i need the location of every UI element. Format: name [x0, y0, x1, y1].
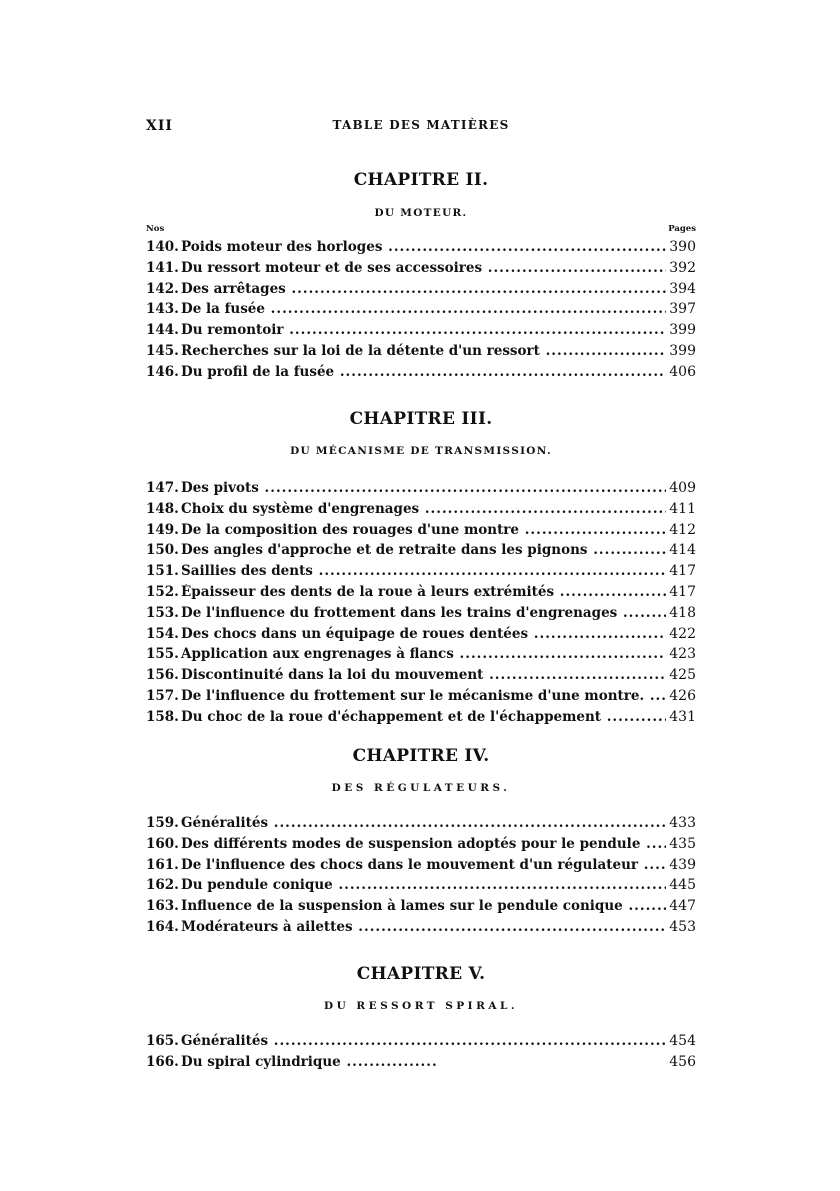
- entry-number: 163.: [146, 898, 179, 915]
- entry-number: 142.: [146, 280, 179, 297]
- entry-title: Du remontoir .....: [181, 322, 666, 338]
- toc-list: [146, 238, 696, 384]
- entry-number: 141.: [146, 259, 179, 276]
- entry-number: 147.: [146, 480, 179, 496]
- entry-page: 399: [669, 322, 696, 339]
- entry-title: Modérateurs à ailettes .....: [181, 919, 666, 935]
- entry-page: 406: [669, 363, 696, 380]
- pages-column-head: Pages: [668, 224, 696, 234]
- toc-entry: [146, 856, 696, 877]
- entry-title: Des différents modes de suspension adoptés pour le pendule .....: [181, 836, 666, 852]
- toc-entry: [146, 918, 696, 939]
- entry-title: Du choc de la roue d'échappement et de l'échappement .....: [181, 709, 666, 725]
- entry-title: Des chocs dans un équipage de roues dentées .....: [181, 626, 666, 642]
- entry-title: Épaisseur des dents de la roue à leurs extrémités .....: [181, 584, 666, 600]
- entry-title: Saillies des dents .....: [181, 563, 666, 579]
- entry-title: Du spiral cylindrique .....: [181, 1054, 436, 1070]
- entry-number: 159.: [146, 815, 179, 831]
- toc-entry: [146, 479, 696, 500]
- entry-page: 433: [669, 815, 696, 831]
- entry-page: 390: [669, 239, 696, 255]
- column-heads: [146, 224, 696, 236]
- entry-page: 439: [669, 856, 696, 873]
- toc-entry: [146, 363, 696, 384]
- entry-number: 162.: [146, 877, 179, 894]
- entry-title: De l'influence du frottement dans les trains d'engrenages .....: [181, 605, 666, 621]
- chapter-subtitle: DU MOTEUR.: [374, 207, 468, 219]
- toc-entry: [146, 1053, 696, 1074]
- chapter-subtitle: DU MÉCANISME DE TRANSMISSION.: [290, 445, 552, 457]
- entry-page: 399: [669, 342, 696, 359]
- toc-entry: [146, 500, 696, 521]
- entry-title: Influence de la suspension à lames sur le pendule conique .....: [181, 898, 666, 914]
- entry-page: 411: [669, 500, 696, 517]
- entry-title: Généralités .....: [181, 815, 666, 831]
- toc-list: [146, 1032, 696, 1074]
- entry-page: 422: [669, 625, 696, 642]
- chapter-title: CHAPITRE V.: [356, 964, 486, 984]
- toc-entry: [146, 562, 696, 583]
- entry-title: Discontinuité dans la loi du mouvement .....: [181, 667, 666, 683]
- entry-title: Généralités .....: [181, 1033, 666, 1049]
- entry-number: 150.: [146, 542, 179, 559]
- entry-page: 454: [669, 1033, 696, 1049]
- entry-page: 431: [669, 708, 696, 725]
- toc-entry: [146, 645, 696, 666]
- entry-number: 166.: [146, 1053, 179, 1070]
- entry-title: Des angles d'approche et de retraite dans les pignons .....: [181, 542, 666, 558]
- toc-entry: [146, 521, 696, 542]
- entry-page: 425: [669, 667, 696, 684]
- entry-number: 151.: [146, 563, 179, 580]
- entry-page: 447: [669, 898, 696, 915]
- entry-page: 412: [669, 521, 696, 538]
- entry-number: 160.: [146, 835, 179, 852]
- entry-title: Du pendule conique .....: [181, 877, 666, 893]
- running-title: TABLE DES MATIÈRES: [332, 118, 510, 132]
- toc-entry: [146, 1032, 696, 1053]
- entry-number: 156.: [146, 667, 179, 684]
- entry-page: 414: [669, 542, 696, 559]
- entry-number: 153.: [146, 604, 179, 621]
- entry-title: Recherches sur la loi de la détente d'un ressort .....: [181, 343, 666, 359]
- entry-number: 155.: [146, 646, 179, 663]
- chapter-subtitle: DES RÉGULATEURS.: [331, 782, 511, 794]
- toc-entry: [146, 259, 696, 280]
- entry-number: 140.: [146, 239, 179, 255]
- toc-entry: [146, 625, 696, 646]
- toc-entry: [146, 666, 696, 687]
- entry-page: 453: [669, 918, 696, 935]
- entry-page: 417: [669, 563, 696, 580]
- toc-entry: [146, 342, 696, 363]
- entry-number: 164.: [146, 918, 179, 935]
- entry-title: Application aux engrenages à flancs .....: [181, 646, 666, 662]
- entry-number: 161.: [146, 856, 179, 873]
- toc-entry: [146, 321, 696, 342]
- toc-entry: [146, 238, 696, 259]
- toc-entry: [146, 541, 696, 562]
- entry-title: De la fusée .....: [181, 301, 666, 317]
- entry-number: 149.: [146, 521, 179, 538]
- entry-number: 148.: [146, 500, 179, 517]
- entry-page: 456: [669, 1053, 696, 1070]
- entry-page: 392: [669, 259, 696, 276]
- toc-entry: [146, 687, 696, 708]
- chapter-title: CHAPITRE III.: [349, 409, 493, 429]
- entry-page: 445: [669, 877, 696, 894]
- entry-page: 409: [669, 480, 696, 496]
- numbers-column-head: Nos: [146, 224, 165, 234]
- toc-entry: [146, 708, 696, 729]
- entry-title: Des pivots .....: [181, 480, 666, 496]
- toc-entry: [146, 814, 696, 835]
- entry-title: Des arrêtages .....: [181, 281, 666, 297]
- running-head: [146, 118, 696, 138]
- chapter-title: CHAPITRE IV.: [352, 746, 490, 766]
- toc-entry: [146, 835, 696, 856]
- entry-page: 394: [669, 280, 696, 297]
- entry-page: 418: [669, 604, 696, 621]
- entry-page: 417: [669, 583, 696, 600]
- entry-number: 143.: [146, 301, 179, 318]
- entry-title: De l'influence du frottement sur le mécanisme d'une montre. .....: [181, 688, 666, 704]
- toc-entry: [146, 280, 696, 301]
- entry-title: Choix du système d'engrenages .....: [181, 501, 666, 517]
- entry-number: 157.: [146, 687, 179, 704]
- entry-number: 158.: [146, 708, 179, 725]
- entry-page: 435: [669, 835, 696, 852]
- toc-entry: [146, 897, 696, 918]
- entry-title: De l'influence des chocs dans le mouvement d'un régulateur .....: [181, 857, 666, 873]
- toc-entry: [146, 876, 696, 897]
- toc-list: [146, 479, 696, 729]
- entry-number: 154.: [146, 625, 179, 642]
- entry-title: De la composition des rouages d'une montre .....: [181, 522, 666, 538]
- toc-list: [146, 814, 696, 939]
- entry-number: 146.: [146, 363, 179, 380]
- entry-title: Du ressort moteur et de ses accessoires .....: [181, 260, 666, 276]
- entry-page: 397: [669, 301, 696, 318]
- toc-entry: [146, 604, 696, 625]
- entry-page: 426: [669, 687, 696, 704]
- page-number: XII: [146, 118, 173, 134]
- entry-title: Poids moteur des horloges .....: [181, 239, 666, 255]
- entry-number: 145.: [146, 342, 179, 359]
- chapter-title: CHAPITRE II.: [353, 170, 489, 190]
- entry-number: 165.: [146, 1033, 179, 1049]
- toc-entry: [146, 300, 696, 321]
- toc-entry: [146, 583, 696, 604]
- entry-title: Du profil de la fusée .....: [181, 364, 666, 380]
- entry-number: 152.: [146, 583, 179, 600]
- entry-page: 423: [669, 646, 696, 663]
- entry-number: 144.: [146, 322, 179, 339]
- chapter-subtitle: DU RESSORT SPIRAL.: [323, 1000, 519, 1012]
